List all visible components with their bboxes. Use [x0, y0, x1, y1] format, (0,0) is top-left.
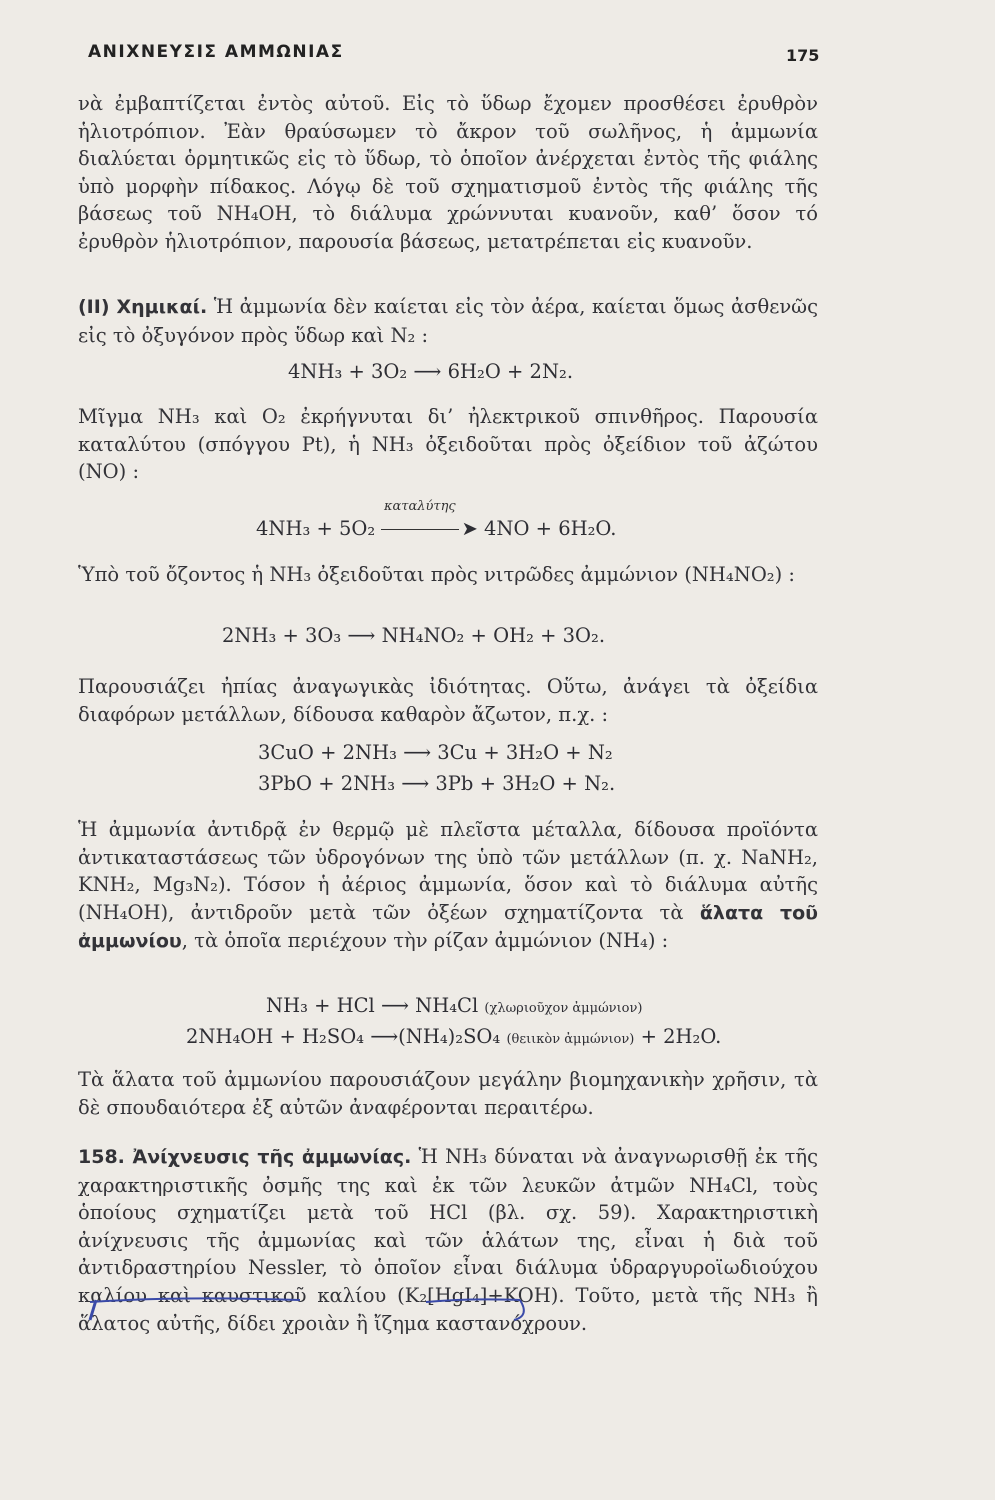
page-number: 175	[786, 46, 820, 65]
reaction-arrow	[381, 529, 459, 530]
paragraph-2	[78, 293, 818, 349]
equation-7-note: (θειικὸν ἀμμώνιον)	[506, 1032, 635, 1047]
equation-2-left: 4NH₃ + 5O₂	[256, 517, 376, 540]
equation-4: 3CuO + 2NH₃ ⟶ 3Cu + 3H₂O + N₂	[258, 741, 613, 764]
equation-3: 2NH₃ + 3O₃ ⟶ NH₄NO₂ + OH₂ + 3O₂.	[222, 624, 606, 647]
paragraph-7: Τὰ ἅλατα τοῦ ἀμμωνίου παρουσιάζουν μεγάλην βιομηχανικὴν χρῆσιν, τὰ δὲ σπουδαιότερα ἐξ αὐτῶν ἀναφέρονται περαιτέρω.	[78, 1068, 818, 1119]
equation-2-right: 4NO + 6H₂O.	[484, 517, 617, 540]
arrow-head: ➤	[461, 517, 478, 540]
paragraph-4: Ὑπὸ τοῦ ὄζοντος ἡ NH₃ ὀξειδοῦται πρὸς νιτρῶδες ἀμμώνιον (NH₄NO₂) :	[78, 563, 795, 586]
ammonium-salts-term: ἅλατα τοῦ ἀμμωνίου	[78, 901, 818, 953]
equation-2	[256, 515, 616, 542]
paragraph-6-before: Ἡ ἀμμωνία ἀντιδρᾷ ἐν θερμῷ μὲ πλεῖστα μέταλλα, δίδουσα προϊόντα ἀντικαταστάσεως τῶν ὑδρογόνων της ὑπὸ τῶν μετάλλων (π. χ. NaNH₂, KNH₂, Mg₃N₂). Τόσον ἡ ἀέριος ἀμμωνία, ὅσον καὶ τὸ διάλυμα αὐτῆς (NH₄OH), ἀντιδροῦν μετὰ τῶν ὀξέων σχηματίζοντα τὰ	[78, 818, 818, 924]
equation-6-main: NH₃ + HCl ⟶ NH₄Cl	[266, 994, 479, 1017]
equation-1: 4NH₃ + 3O₂ ⟶ 6H₂O + 2N₂.	[288, 360, 574, 383]
equation-7-tail: + 2H₂O.	[640, 1025, 722, 1048]
catalyst-label: καταλύτης	[384, 499, 456, 514]
section-heading-detection: 158. Ἀνίχνευσις τῆς ἀμμωνίας.	[78, 1146, 412, 1168]
paragraph-6-after: , τὰ ὁποῖα περιέχουν τὴν ρίζαν ἀμμώνιον (NH₄) :	[181, 929, 669, 953]
running-header: ΑΝΙΧΝΕΥΣΙΣ ΑΜΜΩΝΙΑΣ	[88, 42, 344, 62]
paragraph-3: Μῖγμα NH₃ καὶ O₂ ἐκρήγνυται δι’ ἠλεκτρικοῦ σπινθῆρος. Παρουσία καταλύτου (σπόγγου Pt), ἡ NH₃ ὀξειδοῦται πρὸς ὀξείδιον τοῦ ἀζώτου (NO) :	[78, 405, 818, 484]
paragraph-8-text: Ἡ NH₃ δύναται νὰ ἀναγνωρισθῇ ἐκ τῆς χαρακτηριστικῆς ὀσμῆς της καὶ ἐκ τῶν λευκῶν ἀτμῶν NH₄Cl, τοὺς ὁποίους σχηματίζει μετὰ τοῦ HCl (βλ. σχ. 59). Χαρακτηριστικὴ ἀνίχνευσις τῆς ἀμμωνίας καὶ τῶν ἁλάτων της, εἶναι ἡ διὰ τοῦ ἀντιδραστηρίου Nessler, τὸ ὁποῖον εἶναι διάλυμα ὑδραργυροϊωδιούχου καλίου καὶ καυστικοῦ καλίου (K₂[HgI₄]+KOH). Τοῦτο, μετὰ τῆς NH₃ ἢ ἅλατος αὐτῆς, δίδει χροιὰν ἢ ἴζημα καστανόχρουν.	[78, 1145, 818, 1335]
equation-5: 3PbO + 2NH₃ ⟶ 3Pb + 3H₂O + N₂.	[258, 772, 616, 795]
paragraph-1: νὰ ἐμβαπτίζεται ἐντὸς αὐτοῦ. Εἰς τὸ ὕδωρ ἔχομεν προσθέσει ἐρυθρὸν ἡλιοτρόπιον. Ἐὰν θραύσωμεν τὸ ἄκρον τοῦ σωλῆνος, ἡ ἀμμωνία διαλύεται ὁρμητικῶς εἰς τὸ ὕδωρ, τὸ ὁποῖον ἀνέρχεται ἐντὸς τῆς φιάλης ὑπὸ μορφὴν πίδακος. Λόγῳ δὲ τοῦ σχηματισμοῦ ἐντὸς τῆς φιάλης τῆς βάσεως τοῦ NH₄OH, τὸ διάλυμα χρώννυται κυανοῦν, καθ’ ὅσον τό ἐρυθρὸν ἡλιοτρόπιον, παρουσία βάσεως, μετατρέπεται εἰς κυανοῦν.	[78, 92, 818, 253]
paragraph-8	[78, 1143, 818, 1337]
paragraph-6	[78, 816, 818, 956]
paragraph-2-text: Ἡ ἀμμωνία δὲν καίεται εἰς τὸν ἀέρα, καίεται ὅμως ἀσθενῶς εἰς τὸ ὀξυγόνον πρὸς ὕδωρ καὶ N₂ :	[78, 295, 818, 347]
section-heading-chemical: (II) Χημικαί.	[78, 296, 208, 318]
equation-6-note: (χλωριοῦχον ἀμμώνιον)	[484, 1001, 643, 1016]
equation-7	[186, 1023, 721, 1053]
equation-7-main: 2NH₄OH + H₂SO₄ ⟶(NH₄)₂SO₄	[186, 1025, 501, 1048]
paragraph-5: Παρουσιάζει ἠπίας ἀναγωγικὰς ἰδιότητας. Οὕτω, ἀνάγει τὰ ὀξείδια διαφόρων μετάλλων, δίδουσα καθαρὸν ἄζωτον, π.χ. :	[78, 675, 818, 726]
equation-6	[266, 992, 642, 1022]
